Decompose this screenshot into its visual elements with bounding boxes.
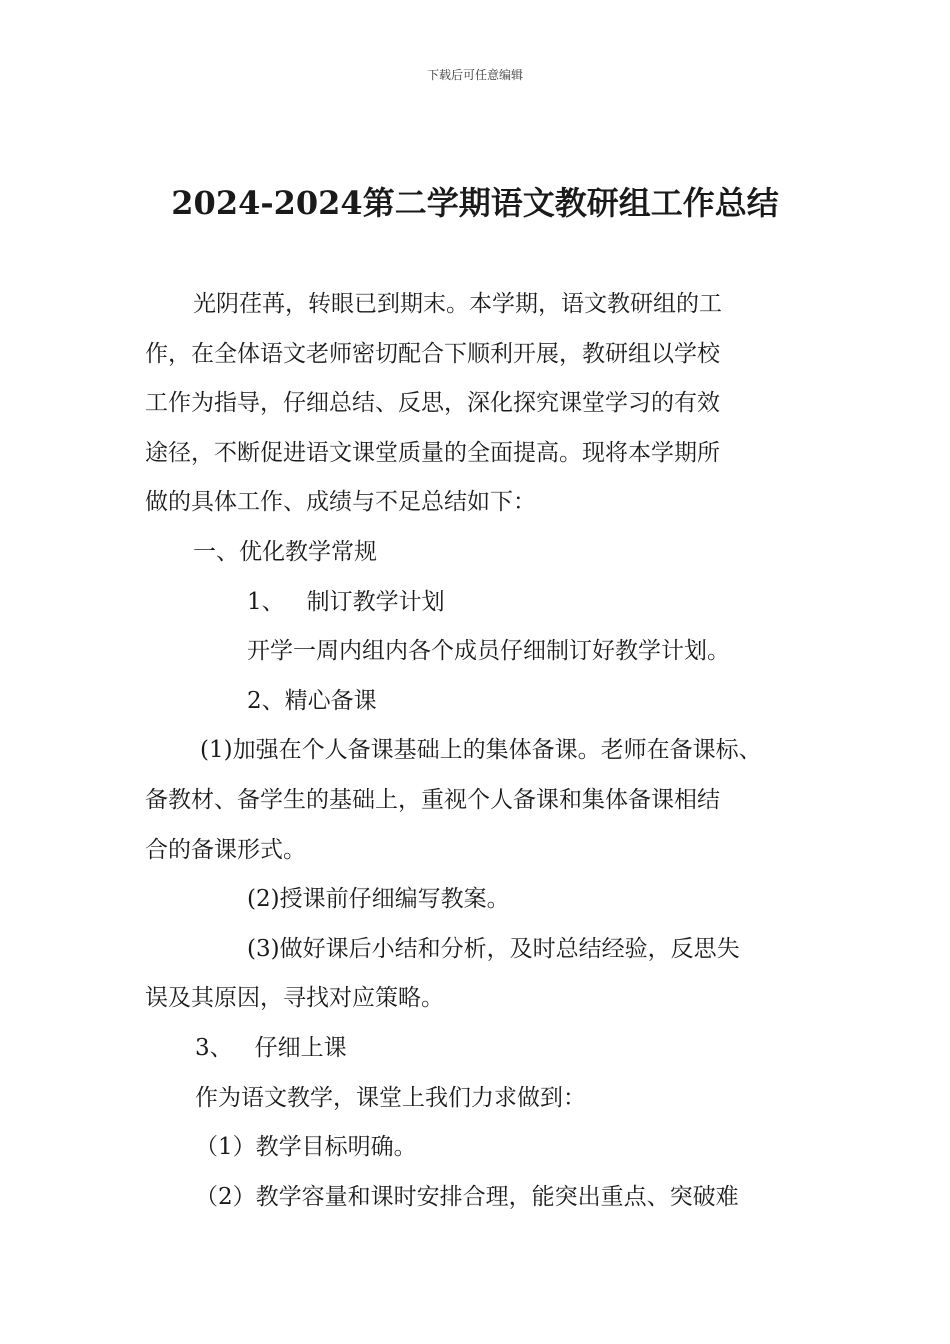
paragraph-line: 工作为指导，仔细总结、反思，深化探究课堂学习的有效 <box>145 390 720 417</box>
paragraph-line: (2)授课前仔细编写教案。 <box>247 886 510 913</box>
paragraph-line: 合的备课形式。 <box>145 836 306 863</box>
subsection-number: 3、 <box>195 1034 233 1061</box>
paragraph-line: 误及其原因，寻找对应策略。 <box>145 985 444 1012</box>
paragraph-line: 做的具体工作、成绩与不足总结如下： <box>145 489 536 516</box>
paragraph-line: (1)加强在个人备课基础上的集体备课。老师在备课标、 <box>200 737 762 764</box>
paragraph-line: 作为语文教学，课堂上我们力求做到： <box>195 1084 586 1111</box>
header-note: 下载后可任意编辑 <box>426 68 523 82</box>
paragraph-line: 备教材、备学生的基础上，重视个人备课和集体备课相结 <box>145 786 720 813</box>
paragraph-line: 作，在全体语文老师密切配合下顺利开展，教研组以学校 <box>145 340 720 367</box>
document-title: 2024-2024第二学期语文教研组工作总结 <box>171 184 779 222</box>
list-item: （2）教学容量和课时安排合理，能突出重点、突破难 <box>195 1183 739 1210</box>
subsection-heading <box>145 578 835 628</box>
subsection-title: 制订教学计划 <box>306 588 445 615</box>
paragraph-line: (3)做好课后小结和分析，及时总结经验，反思失 <box>247 935 740 962</box>
paragraph-line: 开学一周内组内各个成员仔细制订好教学计划。 <box>247 638 730 665</box>
paragraph-line: 光阴荏苒，转眼已到期末。本学期，语文教研组的工 <box>193 291 722 317</box>
subsection-number: 1、 <box>247 588 285 615</box>
list-item: （1）教学目标明确。 <box>195 1134 417 1161</box>
section-heading: 一、优化教学常规 <box>193 538 377 565</box>
paragraph-line: 途径，不断促进语文课堂质量的全面提高。现将本学期所 <box>145 439 720 466</box>
subsection-heading: 2、精心备课 <box>247 687 377 714</box>
subsection-heading <box>145 1024 835 1074</box>
document-body <box>145 280 835 1222</box>
subsection-title: 仔细上课 <box>254 1034 347 1061</box>
